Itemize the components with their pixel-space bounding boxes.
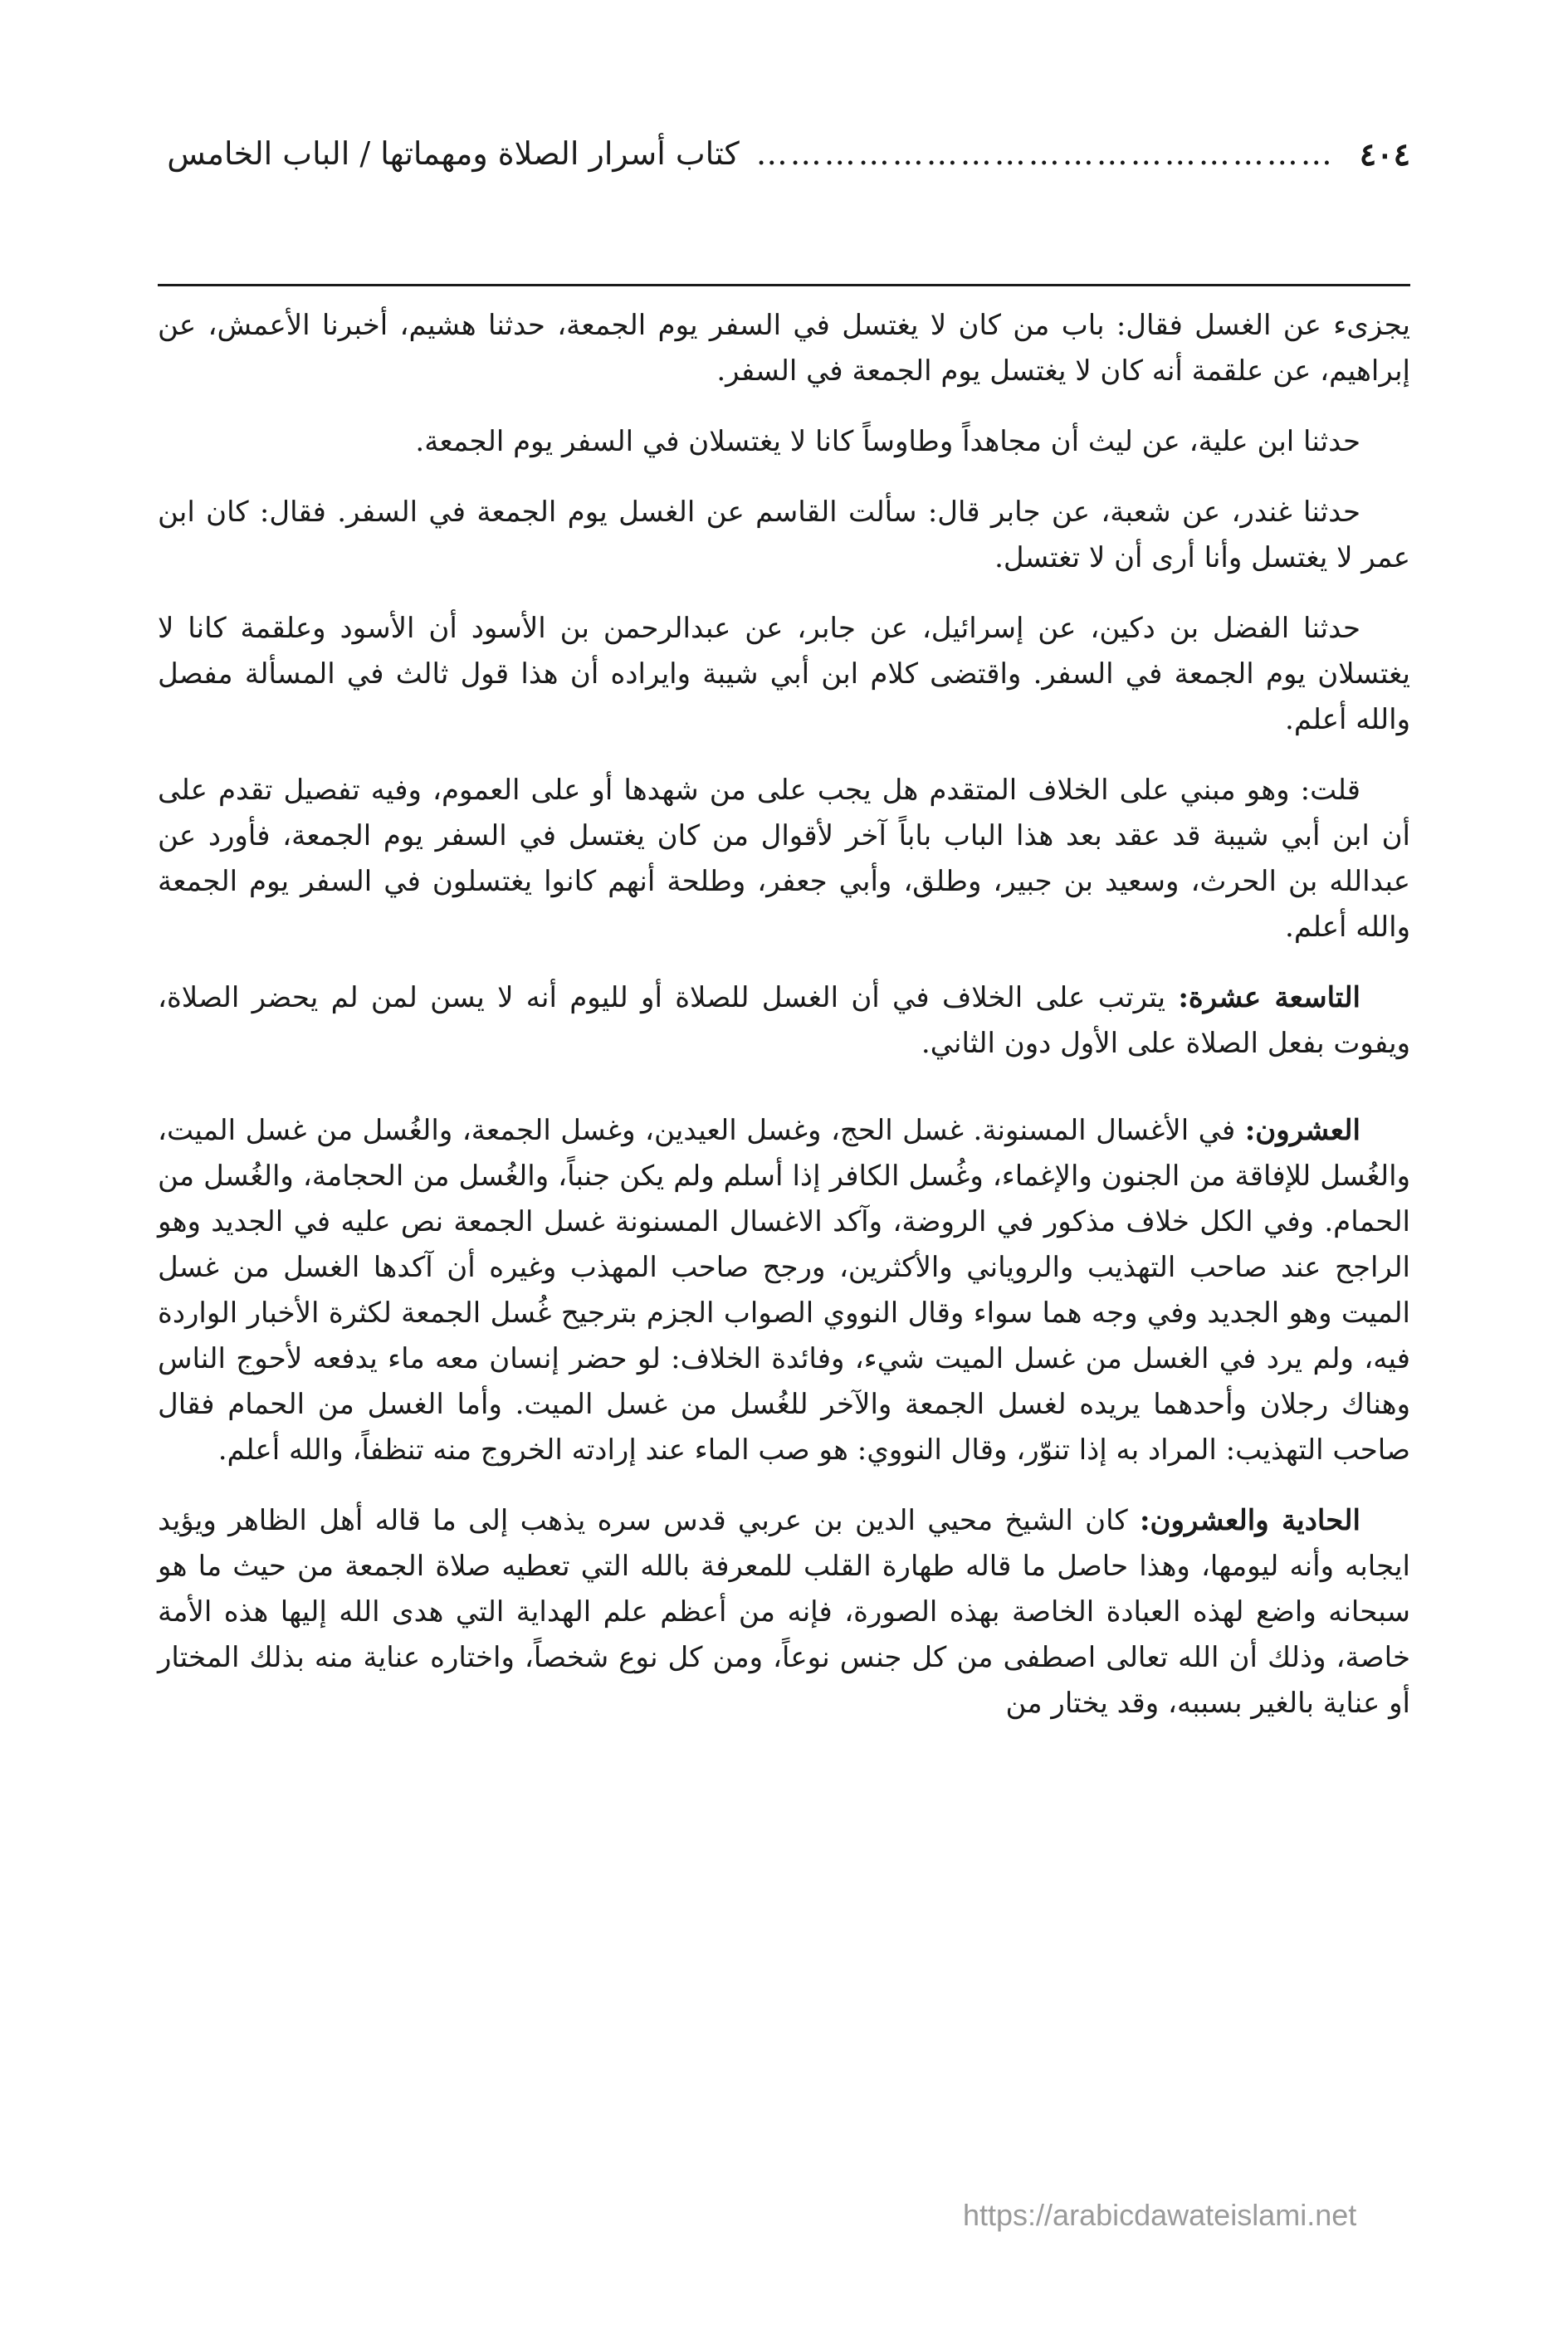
paragraph-5 bbox=[158, 768, 1410, 950]
paragraph-6 bbox=[158, 975, 1410, 1067]
paragraph-7 bbox=[158, 1108, 1410, 1473]
header-divider bbox=[158, 284, 1410, 286]
paragraph-text: في الأغسال المسنونة. غسل الحج، وغسل العيدين، وغسل الجمعة، والغُسل من غسل الميت، والغُسل للإفاقة من الجنون والإغماء، وغُسل الكافر إذا أسلم ولم يكن جنباً، والغُسل من الحجامة، والغُسل من الحمام. وفي الكل خلاف مذكور في الروضة، وآكد الاغسال المسنونة غسل الجمعة نص عليه في الجديد وهو الراجح عند صاحب التهذيب والروياني والأكثرين، ورجح صاحب المهذب وغيره أن آكدها الغسل من غسل الميت وهو الجديد وفي وجه هما سواء وقال النووي الصواب الجزم بترجيح غُسل الجمعة لكثرة الأخبار الواردة فيه، ولم يرد في الغسل من غسل الميت شيء، وفائدة الخلاف: لو حضر إنسان معه ماء يدفعه لأحوج الناس وهناك رجلان وأحدهما يريده لغسل الجمعة والآخر للغُسل من غسل الميت. وأما الغسل من الحمام فقال صاحب التهذيب: المراد به إذا تنوّر، وقال النووي: هو صب الماء عند إرادته الخروج منه تنظفاً، والله أعلم. bbox=[158, 1114, 1410, 1467]
running-title: كتاب أسرار الصلاة ومهماتها / الباب الخامس bbox=[167, 135, 740, 172]
section-lead: التاسعة عشرة: bbox=[1178, 981, 1360, 1014]
header-leader-dots: …………………………………………… bbox=[755, 135, 1335, 172]
paragraph-3 bbox=[158, 490, 1410, 581]
section-lead: الحادية والعشرون: bbox=[1140, 1504, 1360, 1537]
paragraph-2 bbox=[158, 419, 1410, 465]
paragraph-text: حدثنا غندر، عن شعبة، عن جابر قال: سألت القاسم عن الغسل يوم الجمعة في السفر. فقال: كان ابن عمر لا يغتسل وأنا أرى أن لا تغتسل. bbox=[158, 496, 1410, 574]
paragraph-4 bbox=[158, 606, 1410, 743]
paragraph-text: حدثنا الفضل بن دكين، عن إسرائيل، عن جابر، عن عبدالرحمن بن الأسود أن الأسود وعلقمة كانا لا يغتسلان يوم الجمعة في السفر. واقتضى كلام ابن أبي شيبة وايراده أن هذا قول ثالث في المسألة مفصل والله أعلم. bbox=[158, 612, 1410, 736]
page-header bbox=[158, 125, 1410, 183]
paragraph-text: قلت: وهو مبني على الخلاف المتقدم هل يجب على من شهدها أو على العموم، وفيه تفصيل تقدم على أن ابن أبي شيبة قد عقد بعد هذا الباب باباً آخر لأقوال من كان يغتسل في السفر يوم الجمعة، فأورد عن عبدالله بن الحرث، وسعيد بن جبير، وطلق، وأبي جعفر، وطلحة أنهم كانوا يغتسلون في السفر يوم الجمعة والله أعلم. bbox=[158, 774, 1410, 944]
paragraph-text: يجزىء عن الغسل فقال: باب من كان لا يغتسل في السفر يوم الجمعة، حدثنا هشيم، أخبرنا الأعمش، عن إبراهيم، عن علقمة أنه كان لا يغتسل يوم الجمعة في السفر. bbox=[158, 309, 1410, 388]
page-number: ٤٠٤ bbox=[1359, 134, 1410, 173]
paragraph-text: كان الشيخ محيي الدين بن عربي قدس سره يذهب إلى ما قاله أهل الظاهر ويؤيد ايجابه وأنه ليومها، وهذا حاصل ما قاله طهارة القلب للمعرفة بالله التي تعطيه صلاة الجمعة من حيث ما هو سبحانه واضع لهذه العبادة الخاصة بهذه الصورة، فإنه من أعظم علم الهداية التي هدى الله إليها هذه الأمة خاصة، وذلك أن الله تعالى اصطفى من كل جنس نوعاً، ومن كل نوع شخصاً، واختاره عناية منه بذلك المختار أو عناية بالغير بسببه، وقد يختار من bbox=[158, 1504, 1410, 1720]
section-lead: العشرون: bbox=[1244, 1114, 1360, 1147]
page-body bbox=[158, 303, 1410, 1751]
paragraph-8 bbox=[158, 1498, 1410, 1726]
paragraph-1 bbox=[158, 303, 1410, 394]
watermark-url: https://arabicdawateislami.net bbox=[963, 2198, 1357, 2232]
paragraph-text: حدثنا ابن علية، عن ليث أن مجاهداً وطاوساً كانا لا يغتسلان في السفر يوم الجمعة. bbox=[415, 425, 1360, 458]
paragraph-text: يترتب على الخلاف في أن الغسل للصلاة أو لليوم أنه لا يسن لمن لم يحضر الصلاة، ويفوت بفعل الصلاة على الأول دون الثاني. bbox=[158, 981, 1410, 1060]
